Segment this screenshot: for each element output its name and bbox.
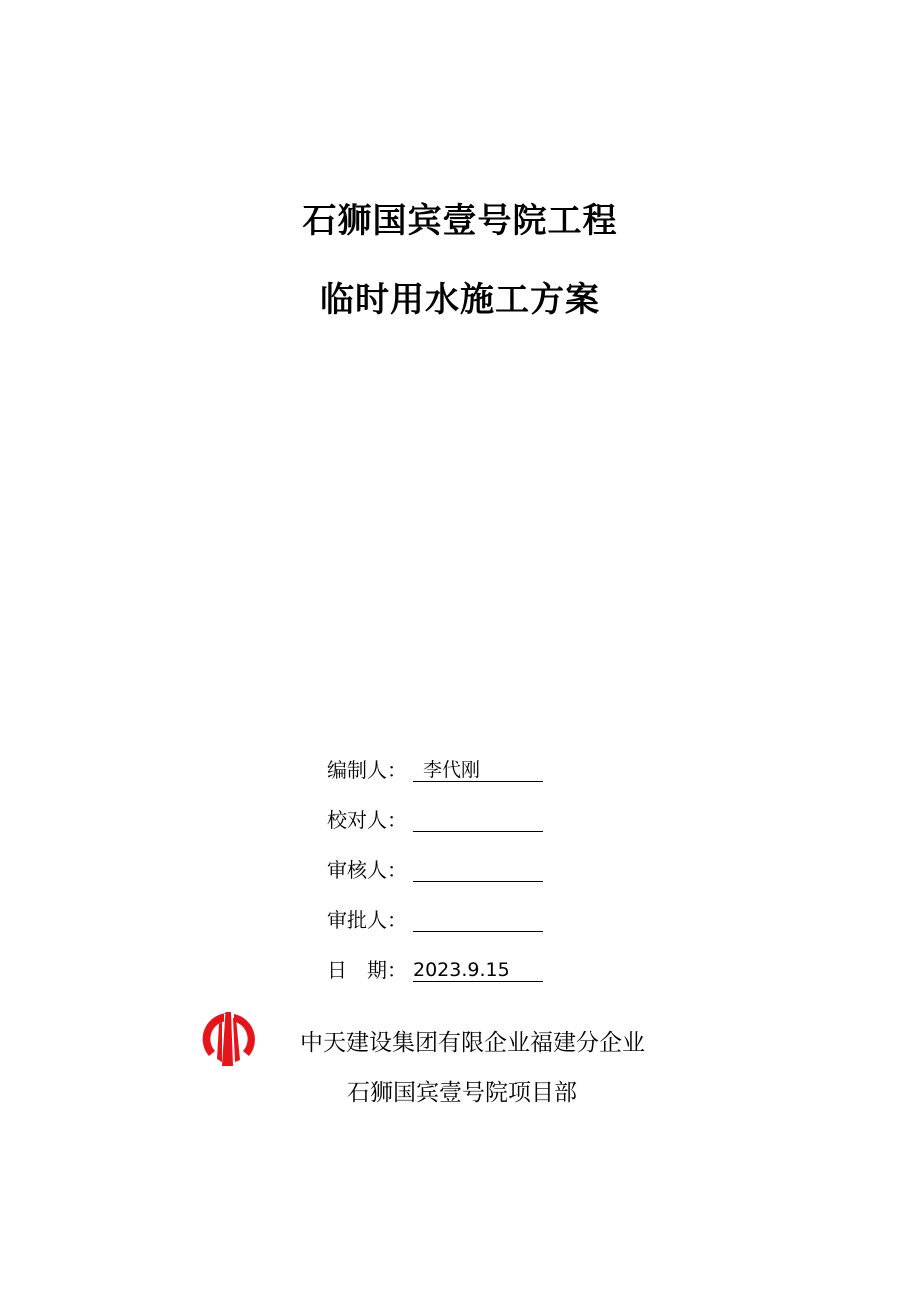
- checker-label: 校对人：: [327, 808, 407, 832]
- approver-row: [327, 902, 543, 932]
- company-name: 中天建设集团有限企业福建分企业: [300, 1030, 645, 1056]
- company-logo-icon: [200, 1010, 258, 1068]
- date-label: 日 期：: [327, 958, 407, 982]
- checker-row: [327, 802, 543, 832]
- editor-row: [327, 752, 543, 782]
- document-subtitle: 临时用水施工方案: [320, 280, 600, 320]
- approver-value: [413, 908, 543, 932]
- date-row: [327, 952, 543, 982]
- editor-value: 李代刚: [413, 758, 543, 782]
- date-value: 2023.9.15: [413, 958, 543, 982]
- project-department: 石狮国宾壹号院项目部: [347, 1080, 577, 1106]
- checker-value: [413, 808, 543, 832]
- reviewer-label: 审核人：: [327, 858, 407, 882]
- reviewer-row: [327, 852, 543, 882]
- document-title: 石狮国宾壹号院工程: [302, 201, 618, 241]
- reviewer-value: [413, 858, 543, 882]
- approver-label: 审批人：: [327, 908, 407, 932]
- editor-label: 编制人：: [327, 758, 407, 782]
